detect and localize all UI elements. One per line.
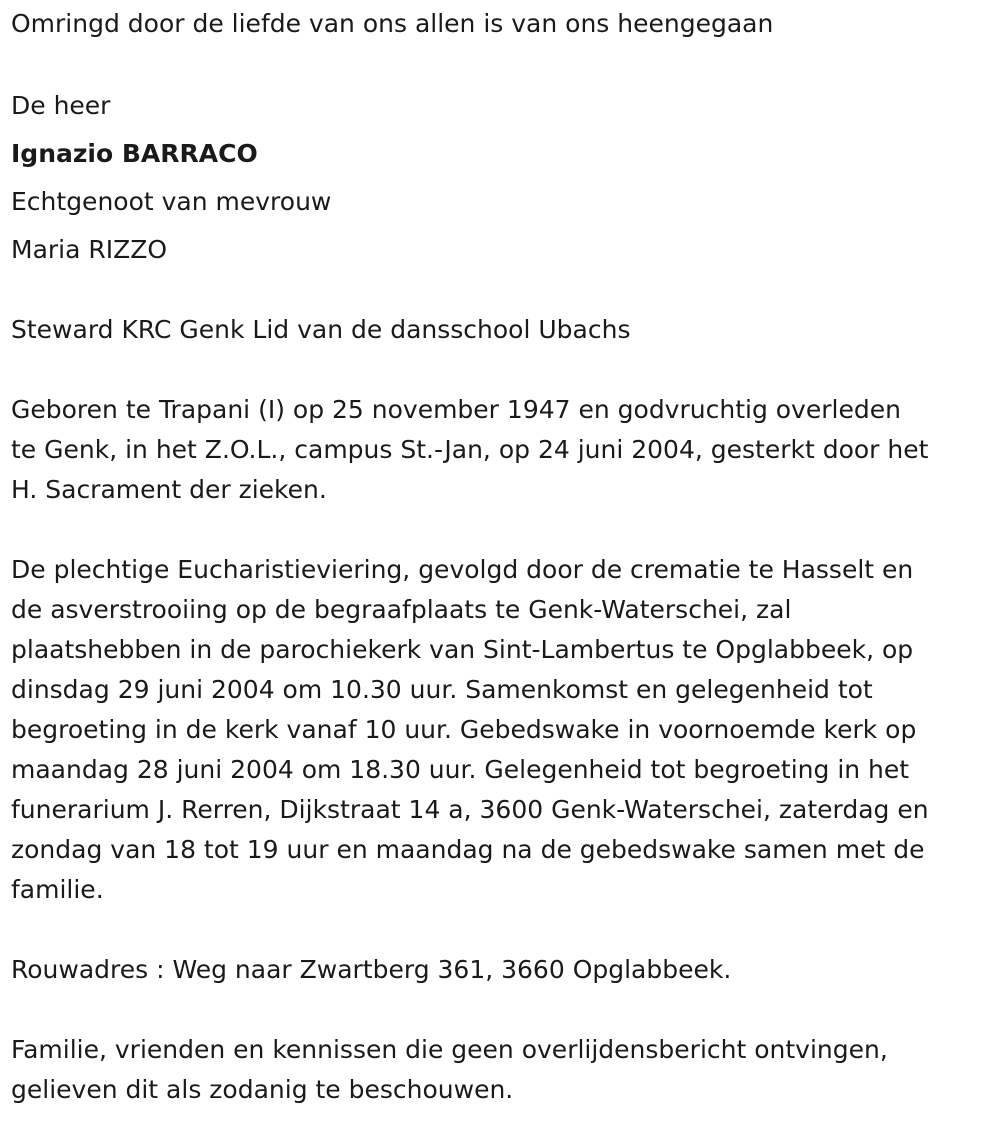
paragraph-line: plaatshebben in de parochiekerk van Sint-Lambertus te Opglabbeek, op xyxy=(11,635,914,664)
paragraph-line: te Genk, in het Z.O.L., campus St.-Jan, op 24 juni 2004, gesterkt door het xyxy=(11,435,929,464)
paragraph-line: begroeting in de kerk vanaf 10 uur. Gebedswake in voornoemde kerk op xyxy=(11,715,917,744)
paragraph-line: De plechtige Eucharistieviering, gevolgd door de crematie te Hasselt en xyxy=(11,555,914,584)
spouse-name: Maria RIZZO xyxy=(11,235,168,264)
paragraph-line: H. Sacrament der zieken. xyxy=(11,475,327,504)
paragraph-line: familie. xyxy=(11,875,104,904)
paragraph-line: funerarium J. Rerren, Dijkstraat 14 a, 3600 Genk-Waterschei, zaterdag en xyxy=(11,795,929,824)
paragraph-line: maandag 28 juni 2004 om 18.30 uur. Gelegenheid tot begroeting in het xyxy=(11,755,910,784)
paragraph-line: gelieven dit als zodanig te beschouwen. xyxy=(11,1075,514,1104)
paragraph-line: zondag van 18 tot 19 uur en maandag na de gebedswake samen met de xyxy=(11,835,925,864)
ceremony-paragraph xyxy=(11,550,929,910)
salutation: De heer xyxy=(11,91,111,120)
paragraph-line: dinsdag 29 juni 2004 om 10.30 uur. Samenkomst en gelegenheid tot xyxy=(11,675,873,704)
paragraph-line: Geboren te Trapani (I) op 25 november 1947 en godvruchtig overleden xyxy=(11,395,901,424)
spouse-label: Echtgenoot van mevrouw xyxy=(11,187,332,216)
paragraph-line: Familie, vrienden en kennissen die geen overlijdensbericht ontvingen, xyxy=(11,1035,888,1064)
mourning-address: Rouwadres : Weg naar Zwartberg 361, 3660 Opglabbeek. xyxy=(11,955,732,984)
deceased-name: Ignazio BARRACO xyxy=(11,139,258,168)
birth-death-paragraph xyxy=(11,390,928,510)
closing-paragraph xyxy=(11,1030,888,1110)
paragraph-line: de asverstrooiing op de begraafplaats te Genk-Waterschei, zal xyxy=(11,595,792,624)
intro-text: Omringd door de liefde van ons allen is van ons heengegaan xyxy=(11,9,774,38)
affiliation: Steward KRC Genk Lid van de dansschool Ubachs xyxy=(11,315,631,344)
